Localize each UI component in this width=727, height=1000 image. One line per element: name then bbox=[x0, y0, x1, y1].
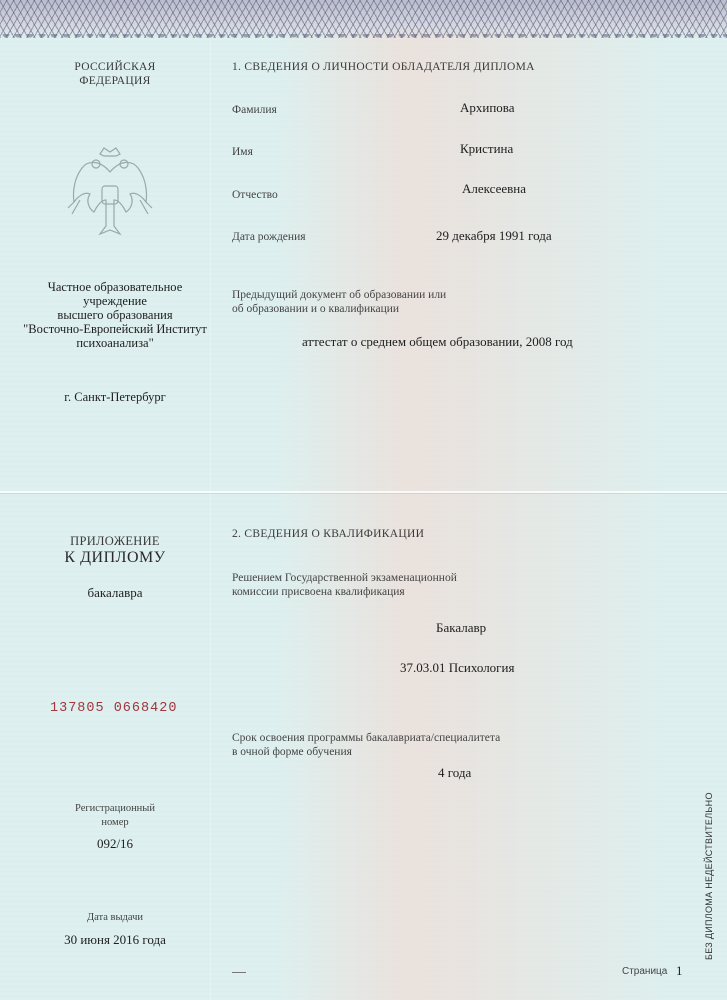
footer-dash bbox=[232, 972, 246, 973]
name-value: Кристина bbox=[460, 141, 514, 156]
registration-number: 092/16 bbox=[96, 836, 134, 851]
section-1-heading: 1. СВЕДЕНИЯ О ЛИЧНОСТИ ОБЛАДАТЕЛЯ ДИПЛОМА bbox=[232, 61, 535, 73]
appendix-title-line-2: К ДИПЛОМУ bbox=[64, 549, 166, 566]
appendix-title bbox=[20, 534, 210, 567]
study-term-value: 4 года bbox=[438, 765, 472, 780]
page-number: 1 bbox=[676, 963, 683, 978]
institution-name bbox=[20, 280, 210, 350]
study-term-label-line-1: Срок освоения программы бакалавриата/специалитета bbox=[232, 732, 501, 744]
registration-label-line-2: номер bbox=[101, 817, 129, 828]
institution-city: г. Санкт-Петербург bbox=[64, 390, 166, 404]
specialty-value: 37.03.01 Психология bbox=[400, 660, 515, 675]
surname-label: Фамилия bbox=[232, 104, 277, 116]
institution-line-2: учреждение bbox=[83, 294, 147, 308]
surname-value: Архипова bbox=[460, 100, 515, 115]
institution-line-4: "Восточно-Европейский Институт bbox=[23, 322, 207, 336]
institution-line-5: психоанализа" bbox=[76, 336, 154, 350]
study-term-label-line-2: в очной форме обучения bbox=[232, 746, 352, 758]
qualification-value: Бакалавр bbox=[436, 620, 487, 635]
country-name bbox=[40, 60, 190, 88]
patronymic-label: Отчество bbox=[232, 189, 278, 201]
page-label: Страница bbox=[622, 966, 668, 977]
double-headed-eagle-emblem-icon bbox=[60, 142, 160, 242]
registration-label bbox=[20, 802, 210, 830]
degree-level: бакалавра bbox=[87, 585, 143, 600]
previous-document-label bbox=[232, 288, 446, 316]
previous-document-label-line-1: Предыдущий документ об образовании или bbox=[232, 289, 447, 301]
commission-decision-line-2: комиссии присвоена квалификация bbox=[232, 586, 405, 598]
country-line-1: РОССИЙСКАЯ bbox=[74, 61, 156, 73]
previous-document-label-line-2: об образовании и о квалификации bbox=[232, 303, 400, 315]
name-label: Имя bbox=[232, 146, 253, 158]
previous-document-value: аттестат о среднем общем образовании, 2008 год bbox=[302, 334, 573, 349]
issue-date-value: 30 июня 2016 года bbox=[64, 932, 166, 947]
guilloche-border-edge bbox=[0, 34, 727, 40]
fold-line bbox=[0, 491, 727, 493]
institution-line-1: Частное образовательное bbox=[47, 280, 183, 294]
commission-decision-label bbox=[232, 571, 457, 599]
commission-decision-line-1: Решением Государственной экзаменационной bbox=[232, 572, 457, 584]
section-2-heading: 2. СВЕДЕНИЯ О КВАЛИФИКАЦИИ bbox=[232, 528, 425, 540]
guilloche-border bbox=[0, 0, 727, 38]
appendix-title-line-1: ПРИЛОЖЕНИЕ bbox=[70, 534, 160, 548]
vertical-fold-line bbox=[210, 40, 211, 1000]
validity-note-vertical: БЕЗ ДИПЛОМА НЕДЕЙСТВИТЕЛЬНО bbox=[704, 792, 714, 960]
registration-label-line-1: Регистрационный bbox=[75, 803, 155, 814]
patronymic-value: Алексеевна bbox=[462, 181, 526, 196]
institution-line-3: высшего образования bbox=[57, 308, 173, 322]
birth-date-value: 29 декабря 1991 года bbox=[436, 228, 552, 243]
country-line-2: ФЕДЕРАЦИЯ bbox=[79, 75, 151, 87]
birth-date-label: Дата рождения bbox=[232, 231, 306, 243]
study-term-label bbox=[232, 731, 500, 759]
serial-number: 137805 0668420 bbox=[50, 701, 178, 716]
issue-date-label: Дата выдачи bbox=[86, 912, 144, 923]
